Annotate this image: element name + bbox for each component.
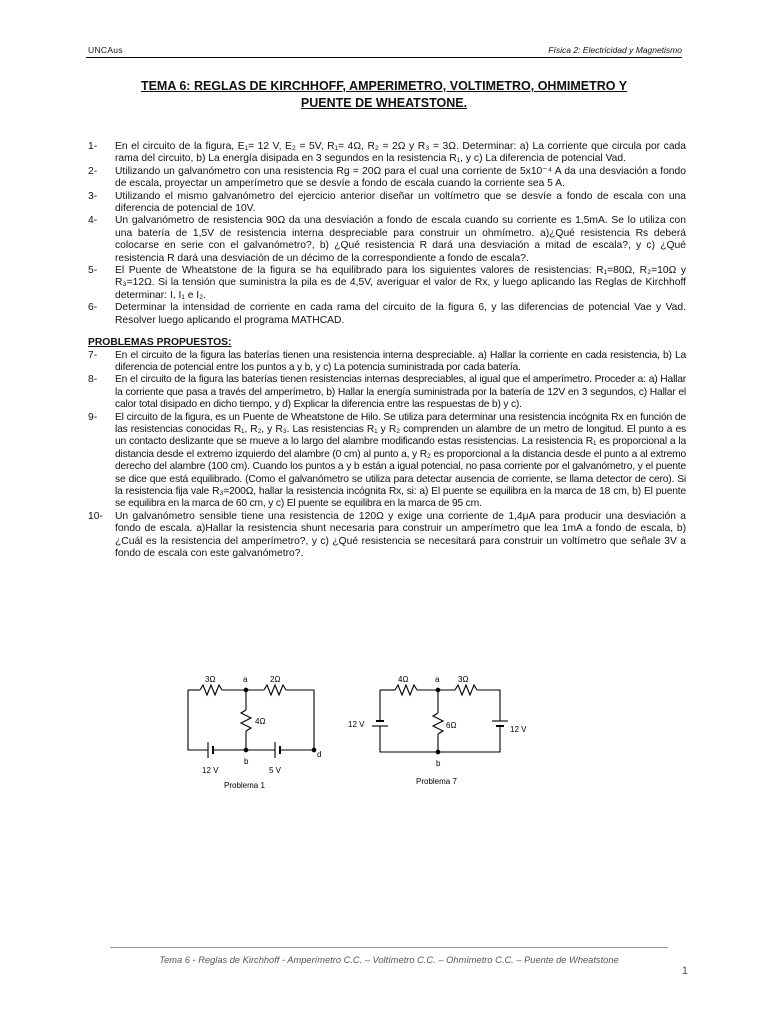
exercise-item [88,141,686,166]
label-battery-right: 12 V [510,725,527,734]
header-divider [86,57,682,58]
exercise-number: 7- [88,349,98,361]
exercise-number: 9- [88,411,98,423]
label-node-b: b [436,759,441,768]
footer-divider [110,947,668,948]
node-b-dot [436,750,440,754]
exercise-text: El Puente de Wheatstone de la figura se ha equilibrado para los siguientes valores de resistencias: R₁=80Ω, R₂=10Ω y R₃=12Ω. Si la tensión que suministra la pila es de 4,5V, averiguar el valor de Rx, y luego aplicando las Reglas de Kirchhoff determinar: I, I₁ e I₂. [115,265,686,301]
resistor-6ohm [433,713,443,734]
circuit-problem-7 [372,685,508,754]
label-battery-left: 12 V [348,720,365,729]
label-battery-1: 12 V [202,766,219,775]
label-r-left: 4Ω [398,675,409,684]
exercise-item [88,350,686,375]
exercise-text: Un galvanómetro sensible tiene una resistencia de 120Ω y exige una corriente de 1,4μA para producir una desviación a fondo de escala. a)Hallar la resistencia shunt necesaria para construir un amperímetro que lea 1mA a fondo de escala, b) ¿Cuál es la resistencia del amperímetro?, y c) ¿Qué resistencia se necesitará para construir un voltímetro que señale 3V a fondo de escala con este galvanómetro?. [115,510,686,559]
footer-text: Tema 6 - Reglas de Kirchhoff - Amperímetro C.C. – Voltímetro C.C. – Ohmímetro C.C. – Puente de Wheatstone [159,955,619,965]
exercise-number: 6- [88,302,98,314]
node-d-dot [312,748,316,752]
exercise-text: Un galvanómetro de resistencia 90Ω da una desviación a fondo de escala cuando su corriente es 1,5mA. Se lo utiliza con una batería de 1,5V de resistencia interna despreciable para construir un ohmímetro. a)¿Qué resistencia Rs deberá colocarse en serie con el galvanómetro?, b) ¿Qué resistencia R dará una desviación a mitad de escala?, y c) ¿Qué resistencia R dará una desviación de un décimo de la correspondiente a fondo de escala?. [115,215,686,264]
circuit-problem-1 [188,685,316,758]
wire [477,690,500,721]
exercise-item [88,166,686,191]
label-node-d: d [317,750,322,759]
wire [286,690,314,750]
exercise-number: 4- [88,215,98,227]
resistor-3ohm [455,685,477,695]
section-heading-proposed: PROBLEMAS PROPUESTOS: [88,337,232,349]
exercise-text: En el circuito de la figura las baterías tienen una resistencia interna despreciable. a) Hallar la corriente en cada resistencia, b) La diferencia de potencial entre los puntos a y b, y c) La potencia suministrada por cada batería. [115,349,686,373]
exercise-text: En el circuito de la figura las baterías tienen resistencias internas despreciables, al igual que el amperímetro. Proceder a: a) Hallar la corriente que pasa a través del amperímetro, b) Hallar la energía suministrada por la batería de 12V en 3 segundos, c) Hallar el calor total disipado en dicho tiempo, y d) Explicar la diferencia entre las respuestas de b) y c). [115,374,686,411]
resistor-3ohm [200,685,222,695]
exercise-item [88,302,686,327]
title-line-1: TEMA 6: REGLAS DE KIRCHHOFF, AMPERIMETRO, VOLTIMETRO, OHMIMETRO Y [140,79,628,93]
label-r-mid: 6Ω [446,721,457,730]
exercise-list [88,141,686,560]
label-battery-2: 5 V [269,766,282,775]
exercise-number: 1- [88,141,98,152]
exercise-text: El circuito de la figura, es un Puente de Wheatstone de Hilo. Se utiliza para determinar una resistencia incógnita Rx en función de las resistencias conocidas R₁, R₂, y R₃. Las resistencias R₁ y R₂ comprenden un alambre de un metro de longitud. El punto a es un contacto deslizante que se mueve a lo largo del alambre modificando estas resistencias. La resistencia R₁ es proporcional a la distancia desde el extremo izquierdo del alambre (0 cm) al punto a, y R₂ es proporcional a la distancia desde el punto a al extremo derecho del alambre (100 cm). Cuando los puntos a y b están a igual potencial, no pasa corriente por el galvanómetro, y el puente se dice que está equilibrado. (Como el galvanómetro se utiliza para detectar ausencia de corriente, se llama detector de cero). Si la resistencia fija vale R₃=200Ω, hallar la resistencia incógnita Rx, si: a) El puente se equilibra en la marca de 18 cm, b) El puente se equilibra en la marca de 60 cm, y c) El puente se equilibra en la marca de 95 cm. [115,411,686,510]
exercise-number: 5- [88,265,98,277]
header-institution: UNCAus [88,45,123,55]
exercise-item [88,511,686,561]
exercise-item [88,191,686,216]
label-node-b: b [244,757,249,766]
wire [188,690,208,750]
title-line-2: PUENTE DE WHEATSTONE. [300,96,468,110]
caption-problem-1: Problema 1 [224,781,265,790]
caption-problem-7: Problema 7 [416,777,457,786]
page-number: 1 [681,965,688,977]
label-node-a: a [435,675,440,684]
node-a-dot [244,688,248,692]
label-r-right: 2Ω [270,675,281,684]
exercise-text: Utilizando el mismo galvanómetro del ejercicio anterior diseñar un voltímetro que se desvíe a fondo de escala con una diferencia de potencial de 10V. [115,190,686,215]
label-r-right: 3Ω [458,675,469,684]
label-node-a: a [243,675,248,684]
exercise-item [88,412,686,511]
exercise-text: Determinar la intensidad de corriente en cada rama del circuito de la figura 6, y las diferencias de potencial Vae y Vad. Resolver luego aplicando el programa MATHCAD. [115,302,686,326]
label-r-mid: 4Ω [255,717,266,726]
exercise-number: 2- [88,165,98,177]
node-b-dot [244,748,248,752]
exercise-item [88,215,686,265]
label-r-left: 3Ω [205,675,216,684]
resistor-4ohm [241,710,251,731]
exercise-text: En el circuito de la figura, E₁= 12 V, E₂ = 5V, R₁= 4Ω, R₂ = 2Ω y R₃ = 3Ω. Determinar: a) La corriente que circula por cada rama del circuito, b) La energía disipada en 3 segundos en la resistencia R₁, y c) La diferencia de potencial Vad. [115,141,686,165]
circuit-figures [180,668,540,798]
exercise-item [88,265,686,302]
exercise-number: 10- [88,510,103,522]
node-a-dot [436,688,440,692]
exercise-item [88,374,686,411]
header-course: Física 2: Electricidad y Magnetismo [548,45,682,55]
resistor-4ohm [395,685,417,695]
exercise-number: 8- [88,374,98,386]
exercise-number: 3- [88,190,98,202]
exercise-text: Utilizando un galvanómetro con una resistencia Rg = 20Ω para el cual una corriente de 5x10⁻⁴ A da una desviación a fondo de escala, proyectar un amperímetro que se desvíe a fondo de escala cuando la corriente sea 5 A. [115,165,686,190]
resistor-2ohm [264,685,286,695]
page-title [90,78,678,112]
